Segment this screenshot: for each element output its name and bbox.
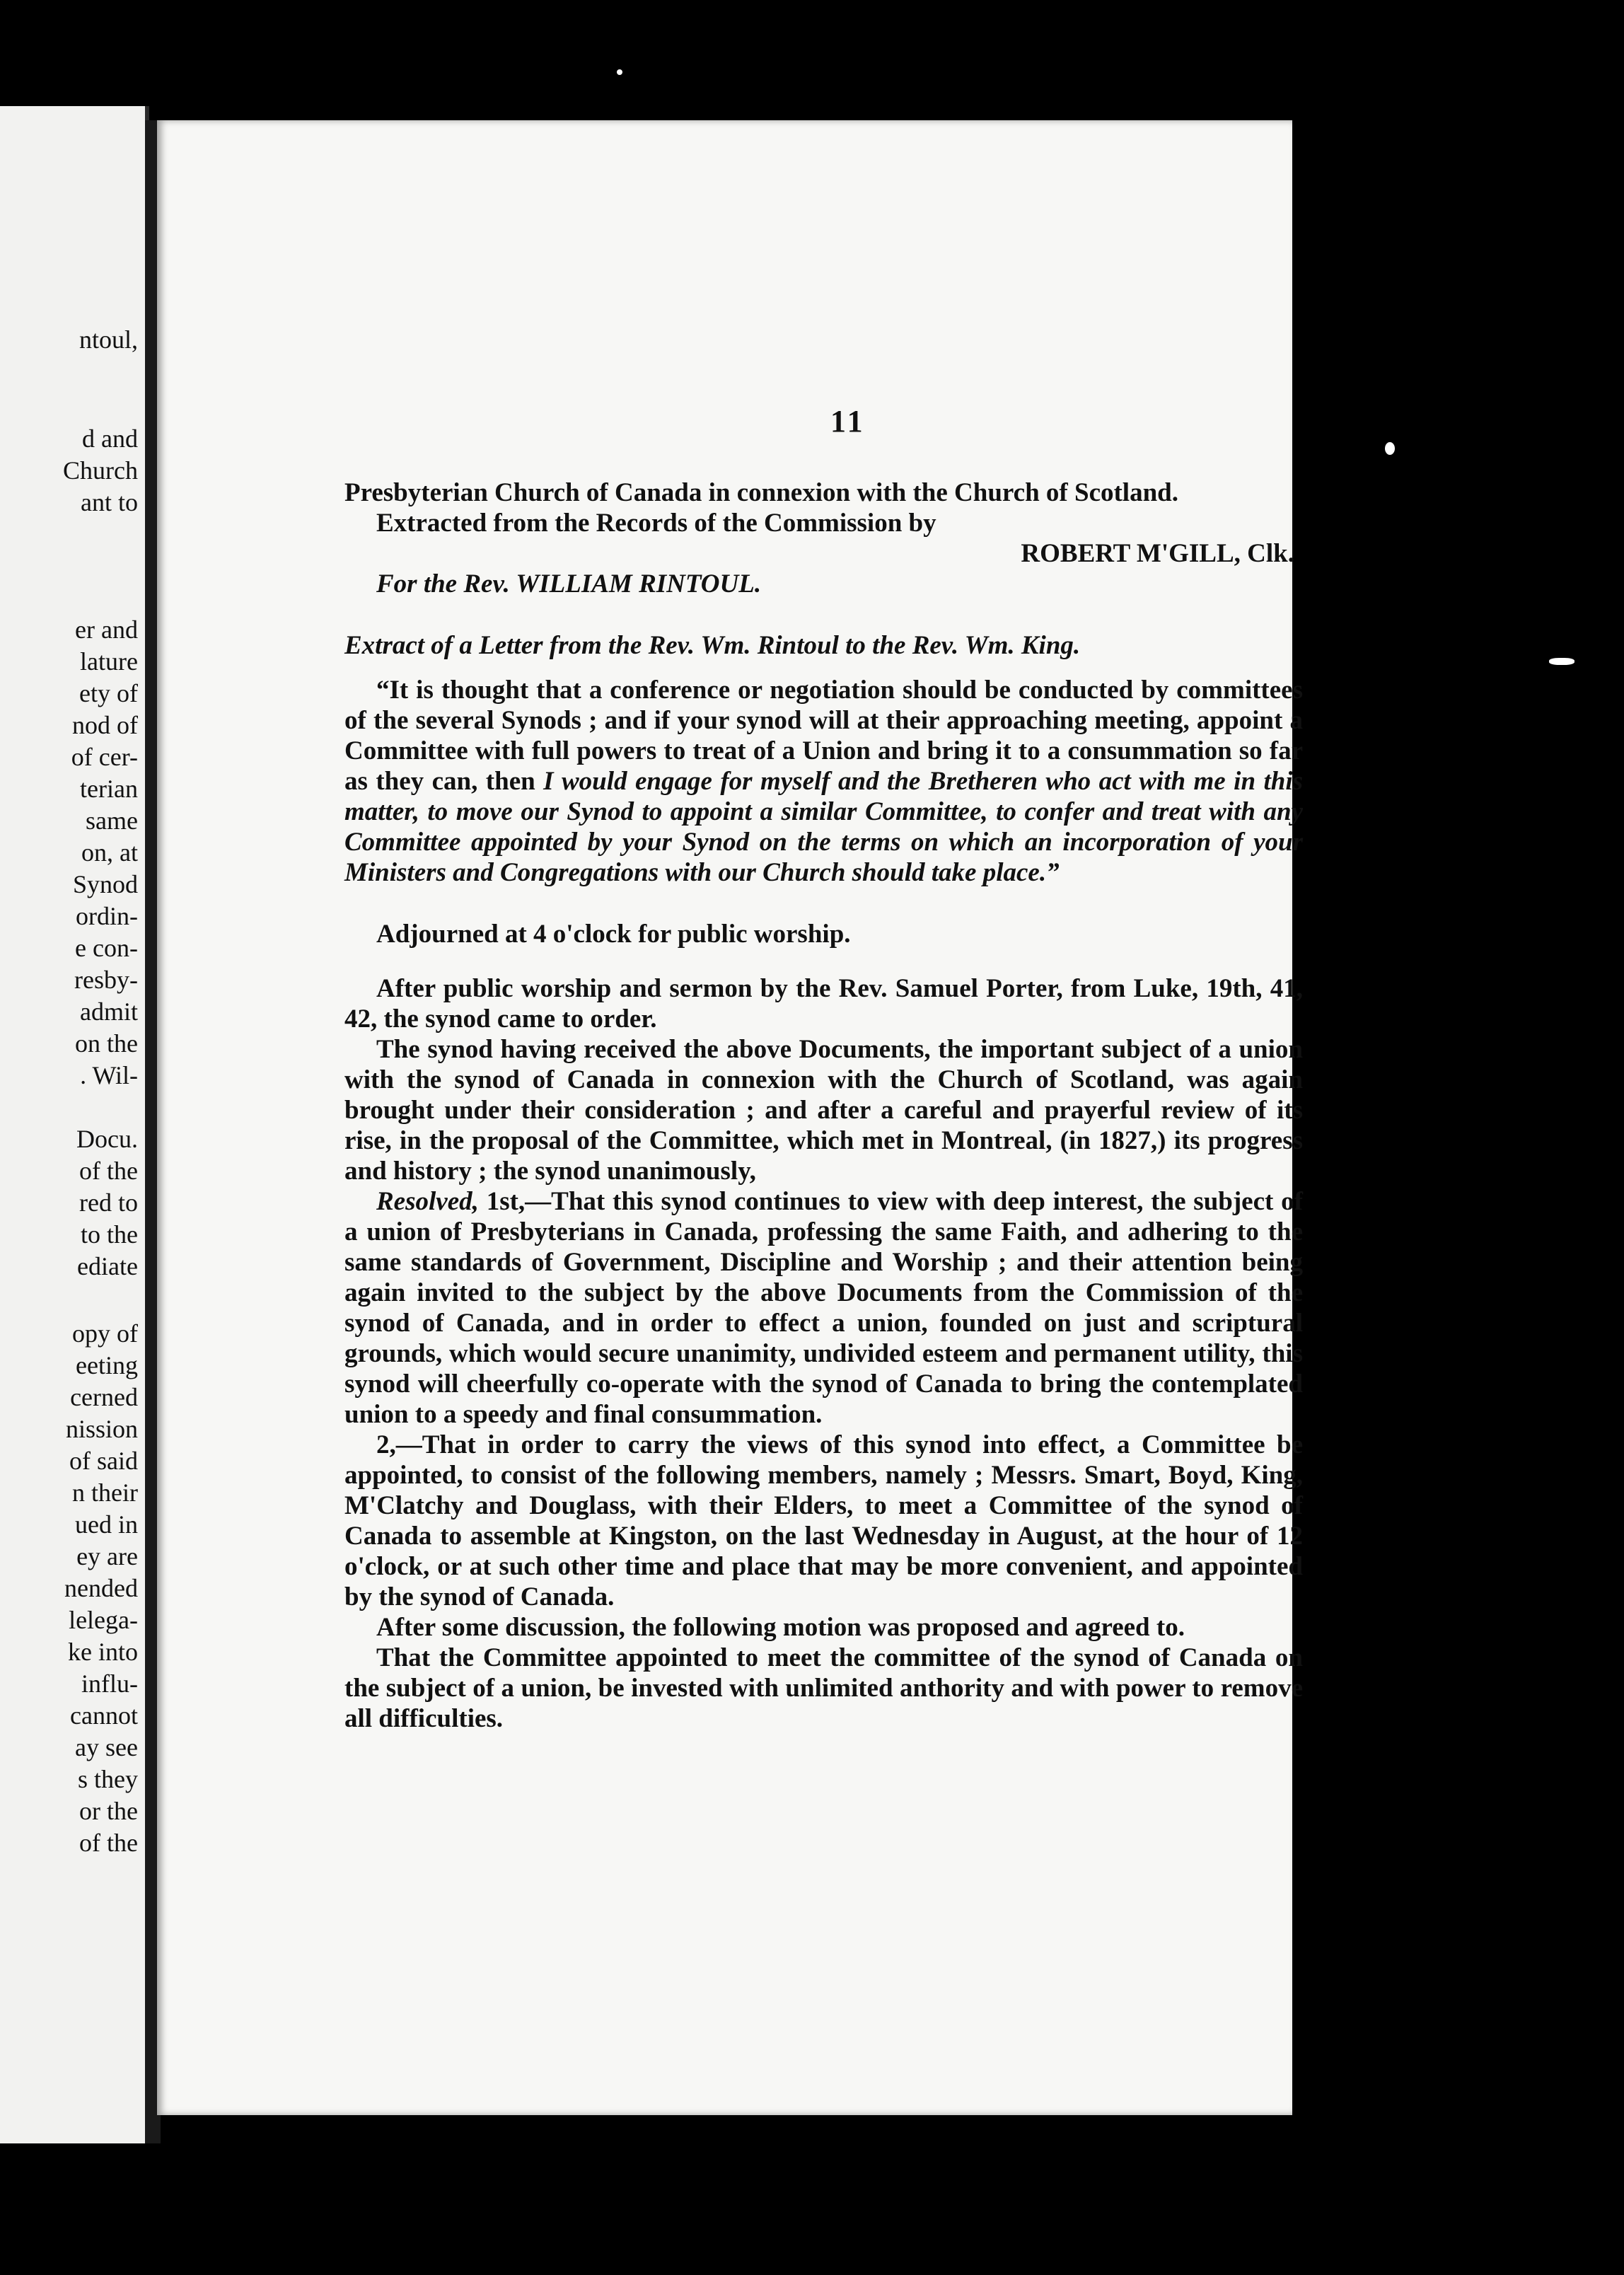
left-page-line: ety of [79,679,138,707]
letter-body [344,675,1303,888]
left-page-line: ued in [75,1510,138,1539]
left-page-line: lature [80,647,138,676]
left-page-line: Synod [72,870,138,898]
left-page-line: n their [72,1478,138,1507]
after-worship-paragraph: After public worship and sermon by the Rev. Samuel Porter, from Luke, 19th, 41, 42, the synod came to order. [344,974,1303,1034]
left-page-line: eeting [76,1351,138,1379]
left-page-line: ay see [75,1733,138,1761]
left-facing-page [0,106,149,2143]
left-page-line: nended [64,1574,138,1602]
main-page [157,120,1303,2115]
left-page-line: same [86,806,138,835]
left-page-line: d and [82,424,138,453]
left-page-line: on, at [81,838,138,867]
letter-body-plain: “It is thought that a conference or negotiation should be conducted by committees of the several Synods ; and if your synod will at their approaching meeting, appoint a Committee with full powers to treat of a Union and bring it to a consummation so far as they can, then [344,676,1303,796]
left-page-line: e con- [75,934,138,962]
left-page-line: nod of [72,711,138,739]
left-page-line: ntoul, [79,325,138,354]
scan-speck [1385,442,1395,455]
left-page-line: admit [80,997,138,1026]
left-page-line: ke into [68,1638,138,1666]
for-line: For the Rev. WILLIAM RINTOUL. [376,569,762,598]
adjourned-line: Adjourned at 4 o'clock for public worship. [376,920,851,949]
synod-received-paragraph: The synod having received the above Documents, the important subject of a union with the synod of Canada in connexion with the Church of Scotland, was again brought under their consideration ; and after a careful and prayerful review of its rise, in the proposal of the Committee, which met in Montreal, (in 1827,) its progress and history ; the synod unanimously, [344,1035,1303,1186]
left-page-line: opy of [72,1319,138,1348]
resolved-text: 1st,—That this synod continues to view with deep interest, the subject of a union of Presbyterians in Canada, professing the same Faith, and adhering to the same standards of Government, Discipline and Worship ; and their attention being again invited to the subject by the above Documents from the Commission of the synod of Canada, and in order to effect a union, founded on just and scriptural grounds, which would secure unanimity, undivided esteem and permanent utility, this synod will cheerfully co-operate with the synod of Canada to bring the contemplated union to a speedy and final consummation. [344,1187,1303,1429]
left-page-line: ordin- [76,902,138,930]
after-discussion-paragraph: After some discussion, the following motion was proposed and agreed to. [376,1613,1185,1642]
left-page-line: ediate [77,1252,138,1280]
left-page-line: resby- [74,966,138,994]
extracted-line: Extracted from the Records of the Commission by [376,509,936,538]
left-page-line: influ- [81,1669,138,1698]
left-page-line: . Wil- [80,1061,138,1089]
letter-body-italic: I would engage for myself and the Bretheren who act with me in this matter, to move our Synod to appoint a similar Committee, to confer and treat with any Committee appointed by your Synod on the terms on which an incorporation of your Ministers and Congregations with our Church should take place.” [344,767,1303,887]
left-page-line: on the [75,1029,138,1058]
left-page-line: er and [75,615,138,644]
left-page-line: Church [63,456,138,485]
resolved-label: Resolved, [376,1187,479,1216]
left-page-line: red to [79,1188,138,1217]
scan-speck [617,69,622,75]
left-page-line: of the [79,1157,138,1185]
left-page-line: ey are [76,1542,138,1570]
left-page-line: or the [79,1797,138,1825]
left-page-line: nission [65,1415,138,1443]
left-page-line: to the [81,1220,138,1249]
left-page-line: lelega- [69,1606,138,1634]
resolved-paragraph [344,1186,1303,1430]
intro-paragraph: Presbyterian Church of Canada in connexion with the Church of Scotland. [344,478,1178,507]
left-page-line: cerned [70,1383,138,1411]
second-resolution-paragraph: 2,—That in order to carry the views of this synod into effect, a Committee be appointed, to consist of the following members, namely ; Messrs. Smart, Boyd, King, M'Clatchy and Douglass, with their Elders, to meet a Committee of the synod of Canada to assemble at Kingston, on the last Wednesday in August, at the hour of 12 o'clock, or at such other time and place that may be more convenient, and appointed by the synod of Canada. [344,1430,1303,1611]
page-content [344,477,1303,1734]
left-page-line: terian [80,775,138,803]
left-page-line: s they [78,1765,138,1793]
left-page-line: Docu. [76,1125,138,1153]
left-page-line: of said [69,1447,138,1475]
scan-speck [1549,658,1574,665]
left-page-line: ant to [81,488,138,516]
committee-motion-paragraph: That the Committee appointed to meet the committee of the synod of Canada on the subject of a union, be invested with unlimited anthority and with power to remove all difficulties. [344,1643,1303,1733]
page-number: 11 [830,404,866,439]
left-page-line: cannot [70,1701,138,1730]
letter-heading: Extract of a Letter from the Rev. Wm. Rintoul to the Rev. Wm. King. [344,631,1081,660]
left-page-line: of the [79,1829,138,1857]
left-page-line: of cer- [71,743,138,771]
signer-line: ROBERT M'GILL, Clk. [1021,539,1294,568]
